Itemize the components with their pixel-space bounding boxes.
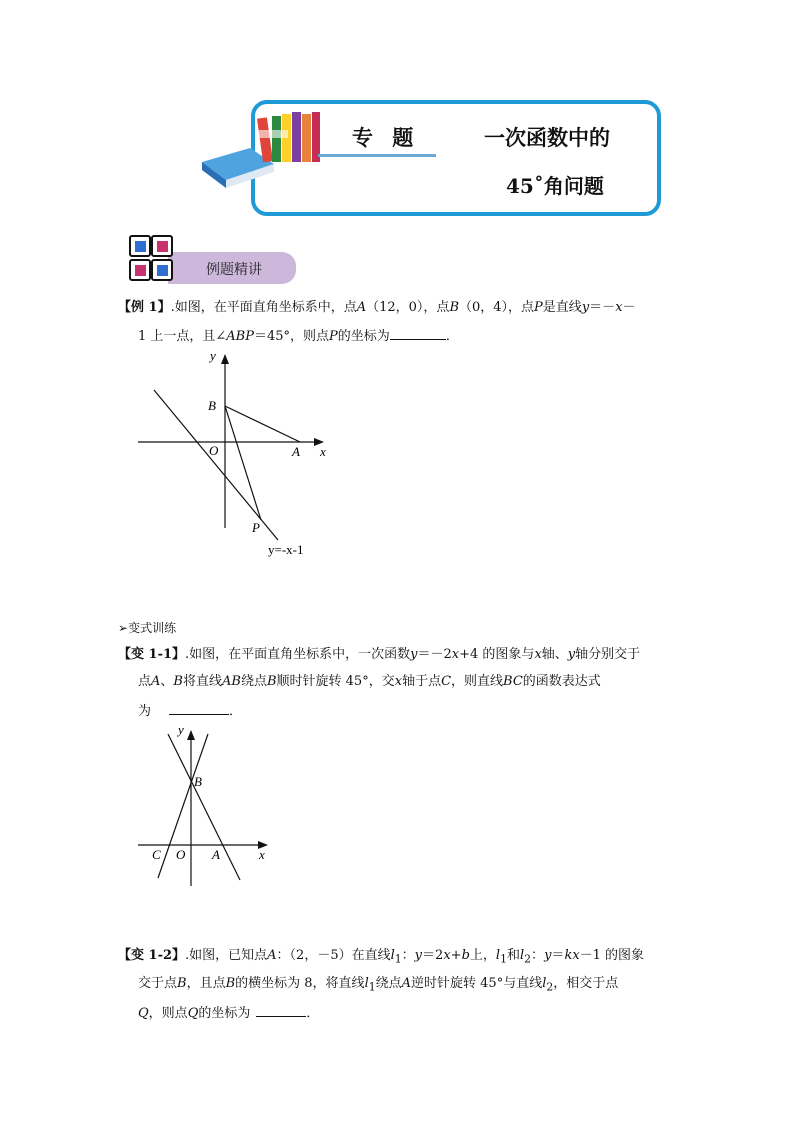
text: 、 bbox=[160, 674, 174, 689]
label-x: x bbox=[259, 847, 265, 862]
section-label: 例题精讲 bbox=[206, 262, 262, 278]
label-line-eq: y=-x-1 bbox=[268, 542, 304, 557]
math-var: B bbox=[177, 976, 187, 991]
text: 交于点 bbox=[138, 976, 178, 991]
math-var: l bbox=[495, 948, 501, 963]
banner-underline bbox=[318, 154, 436, 157]
text: 是直线 bbox=[542, 300, 582, 315]
label-A: A bbox=[292, 444, 300, 459]
math-var: y bbox=[567, 647, 576, 662]
text: 和 bbox=[506, 948, 520, 963]
math-var: ABP bbox=[226, 329, 254, 344]
text: ： bbox=[401, 948, 415, 963]
math-var: A bbox=[151, 674, 161, 689]
text: 点 bbox=[138, 674, 152, 689]
math-var: x bbox=[394, 674, 403, 689]
text: ＝－2 bbox=[417, 647, 452, 662]
label-O: O bbox=[176, 847, 186, 862]
text: 绕点 bbox=[375, 976, 402, 991]
text: 轴分别交于 bbox=[575, 647, 641, 662]
math-var: y bbox=[410, 647, 418, 662]
math-var: l bbox=[390, 948, 395, 963]
label-B: B bbox=[194, 774, 202, 789]
math-var: b bbox=[461, 948, 470, 963]
banner-tag: 专 题 bbox=[352, 125, 420, 150]
variant1-line3 bbox=[138, 702, 242, 720]
math-var: y bbox=[544, 948, 552, 963]
text: ，相交于点 bbox=[553, 976, 619, 991]
subscript: 1 bbox=[368, 980, 376, 994]
label-O: O bbox=[209, 443, 219, 458]
y-axis-arrow bbox=[187, 730, 195, 740]
math-var: y bbox=[581, 300, 590, 315]
math-var: C bbox=[441, 674, 452, 689]
text: + bbox=[450, 948, 462, 963]
text: （12，0），点 bbox=[366, 300, 450, 315]
variant2-line3 bbox=[138, 1004, 319, 1022]
text: ： bbox=[531, 948, 545, 963]
text: 的横坐标为 8，将直线 bbox=[235, 976, 365, 991]
y-axis-arrow bbox=[221, 354, 229, 364]
variant1-figure bbox=[134, 720, 284, 890]
line-y-neg-x-minus-1 bbox=[154, 390, 278, 540]
text: ． bbox=[229, 704, 243, 719]
text: 上， bbox=[469, 948, 496, 963]
math-var: x bbox=[534, 647, 542, 662]
answer-blank[interactable] bbox=[256, 1004, 306, 1017]
label-y: y bbox=[210, 348, 216, 363]
variant1-label: 【变 1-1】 bbox=[118, 647, 186, 662]
text: ，则直线 bbox=[451, 674, 504, 689]
math-var: B bbox=[266, 674, 277, 689]
label-A: A bbox=[212, 847, 220, 862]
text: 顺时针旋转 45°，交 bbox=[276, 674, 395, 689]
example1-line1 bbox=[118, 300, 636, 316]
math-var: x bbox=[451, 647, 460, 662]
subscript: 2 bbox=[524, 952, 532, 966]
text: 的坐标为 bbox=[337, 329, 390, 344]
text: 轴、 bbox=[541, 647, 568, 662]
text: 的函数表达式 bbox=[522, 674, 601, 689]
banner-title-line1: 一次函数中的 bbox=[484, 125, 610, 150]
text: .如图，在平面直角坐标系中，一次函数 bbox=[185, 647, 411, 662]
variant2-label: 【变 1-2】 bbox=[118, 948, 186, 963]
text: 绕点 bbox=[240, 674, 267, 689]
example1-line2 bbox=[138, 327, 459, 345]
label-C: C bbox=[152, 847, 161, 862]
label-B: B bbox=[208, 398, 216, 413]
subscript: 1 bbox=[394, 952, 402, 966]
text: 逆时针旋转 45°与直线 bbox=[411, 976, 543, 991]
math-var: x bbox=[615, 300, 623, 315]
math-var: A bbox=[356, 300, 367, 315]
variant2-line1 bbox=[118, 948, 644, 968]
text: ＝2 bbox=[422, 948, 444, 963]
math-var: BC bbox=[503, 674, 523, 689]
text: －1 的图象 bbox=[579, 948, 645, 963]
math-var: AB bbox=[222, 674, 241, 689]
math-var: A bbox=[267, 948, 277, 963]
variant1-line1 bbox=[118, 647, 640, 663]
answer-blank[interactable] bbox=[169, 702, 229, 715]
text: ，则点 bbox=[148, 1006, 188, 1021]
math-var: Q bbox=[138, 1006, 149, 1021]
arrow-icon: ➢ bbox=[118, 621, 129, 635]
subscript: 1 bbox=[500, 952, 507, 966]
text: .如图，在平面直角坐标系中，点 bbox=[170, 300, 357, 315]
math-var: x bbox=[443, 948, 451, 963]
text: ：（2，－5）在直线 bbox=[276, 948, 391, 963]
math-var: P bbox=[534, 300, 543, 315]
label-P: P bbox=[252, 520, 260, 535]
math-var: B bbox=[449, 300, 459, 315]
text: ＝45°，则点 bbox=[254, 329, 330, 344]
books-icon bbox=[198, 108, 328, 190]
text: ＝－ bbox=[589, 300, 616, 315]
example1-label: 【例 1】 bbox=[118, 300, 171, 315]
text: ． bbox=[306, 1006, 320, 1021]
banner-title-line2: 45˚角问题 bbox=[506, 174, 604, 198]
text: +4 的图象与 bbox=[459, 647, 535, 662]
math-var: l bbox=[364, 976, 369, 991]
math-var: A bbox=[401, 976, 412, 991]
math-var: l bbox=[519, 948, 525, 963]
label-y: y bbox=[178, 722, 184, 737]
text: 1 上一点，且∠ bbox=[138, 329, 227, 344]
training-label: 变式训练 bbox=[128, 621, 177, 635]
segment-BA bbox=[225, 406, 300, 442]
math-var: y bbox=[414, 948, 423, 963]
subscript: 2 bbox=[546, 980, 554, 994]
answer-blank[interactable] bbox=[390, 327, 446, 340]
label-x: x bbox=[320, 444, 326, 459]
text: 为 bbox=[138, 704, 152, 719]
text: 的坐标为 bbox=[198, 1006, 251, 1021]
math-var: kx bbox=[564, 948, 580, 963]
text: ，且点 bbox=[186, 976, 226, 991]
text: ． bbox=[445, 329, 459, 344]
example1-figure bbox=[130, 344, 340, 560]
variant1-line2 bbox=[138, 674, 601, 690]
math-var: Q bbox=[187, 1006, 199, 1021]
math-var: B bbox=[173, 674, 183, 689]
math-var: P bbox=[329, 329, 338, 344]
segment-BP bbox=[225, 406, 261, 520]
text: 轴于点 bbox=[402, 674, 442, 689]
text: － bbox=[622, 300, 636, 315]
text: ＝ bbox=[551, 948, 565, 963]
math-var: B bbox=[225, 976, 236, 991]
training-header bbox=[118, 620, 176, 636]
text: .如图，已知点 bbox=[185, 948, 268, 963]
math-var: l bbox=[542, 976, 547, 991]
variant2-line2 bbox=[138, 976, 618, 996]
grid-squares-icon bbox=[128, 234, 176, 286]
text: 将直线 bbox=[182, 674, 222, 689]
text: （0，4），点 bbox=[459, 300, 535, 315]
